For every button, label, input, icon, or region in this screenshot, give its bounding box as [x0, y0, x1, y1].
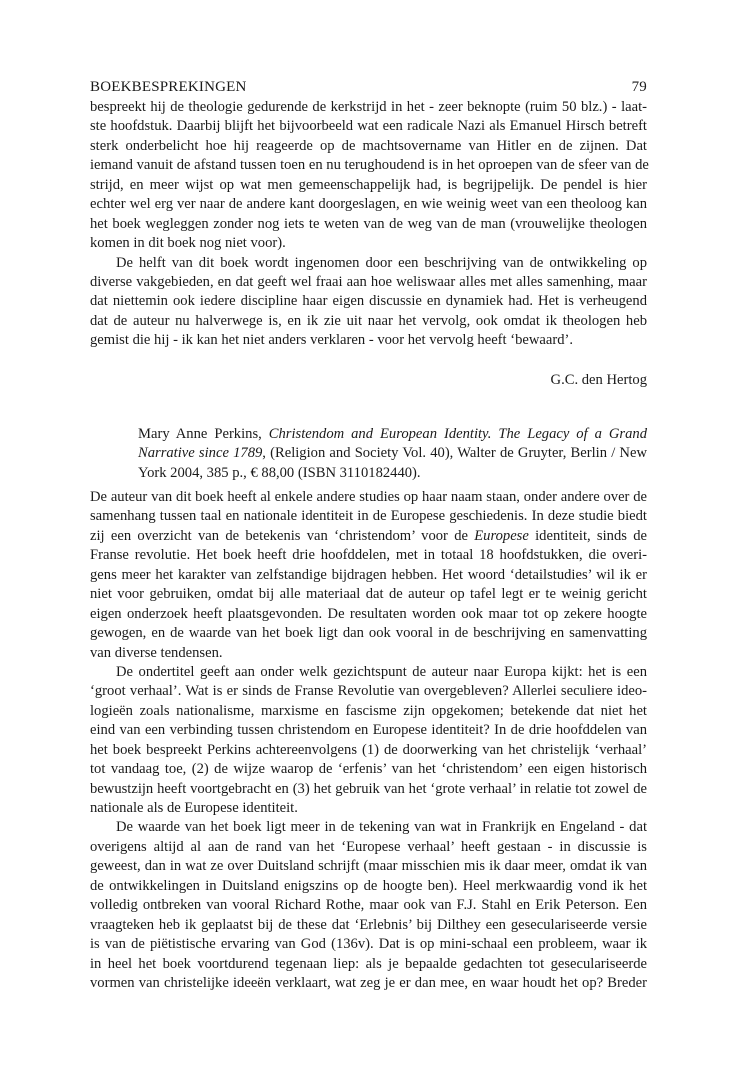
text-line: [138, 464, 647, 483]
review-signature: G.C. den Hertog: [550, 372, 647, 388]
text-line: De auteur van dit boek heeft al enkele andere studies op haar naam staan, onder andere over de: [90, 489, 647, 505]
book-citation: [138, 425, 647, 483]
text-line: De waarde van het boek ligt meer in de tekening van wat in Frankrijk en Engeland - dat: [116, 819, 647, 836]
text-line: de ontwikkelingen in Duitsland enigszins op de hoogte ben). Heel merkwaardig vond ik het: [90, 877, 647, 894]
text-line: ‘groot verhaal’. Wat is er sinds de Franse Revolutie van overgebleven? Allerlei seculiere ideo-: [90, 683, 647, 700]
text-line: gewogen, en de waarde van het boek ligt dan ook vooral in de beschrijving en samenvatting: [90, 625, 647, 642]
text-line: in heel het boek voortdurend tegenaan liep: als je bepaalde gedachten tot geseculariseerde: [90, 955, 647, 972]
text-line: dat niettemin ook iedere discipline haar eigen discussie en dynamiek had. Het is verheugend: [90, 293, 647, 310]
text-segment: , (Religion and Society Vol. 40), Walter de Gruyter, Berlin / New: [262, 445, 647, 462]
text-line: [138, 444, 647, 463]
text-line: volledig ontbreken van vooral Richard Rothe, maar ook van F.J. Stahl en Erik Peterson. Een: [90, 897, 647, 914]
text-line: logieën zoals nationalisme, marxisme en fascisme zijn opgekomen; betekende dat niet het: [90, 702, 647, 719]
text-line: vraagteken heb ik geplaatst bij de these dat ‘Erlebnis’ bij Dilthey een geseculariseerde versie: [90, 916, 647, 933]
text-segment: zij een overzicht van de betekenis van ‘christendom’ voor de: [90, 527, 475, 544]
text-line: het boek bespreekt Perkins achtereenvolgens (1) de doorwerking van het christelijk ‘verhaal’: [90, 741, 647, 758]
italic-text: Christendom and European Identity. The Legacy of a Grand: [268, 426, 647, 442]
text-line: echter wel erg ver naar de andere kant doorgeslagen, en wie weinig weet van een theoloog kan: [90, 196, 647, 213]
text-line: gens meer het karakter van zelfstandige bijdragen hebben. Het woord ‘detailstudies’ wil ik er: [90, 566, 647, 583]
text-line: [90, 527, 647, 546]
text-line: [138, 425, 647, 444]
text-line: niet voor gebruiken, omdat bij alle materiaal dat de auteur op tafel legt er te weinig gericht: [90, 586, 647, 603]
running-head: BOEKBESPREKINGEN: [90, 79, 247, 95]
text-line: gemist die hij - ik kan het niet anders verklaren - voor het vervolg heeft ‘bewaard’.: [90, 332, 574, 349]
text-line: komen in dit boek nog niet voor).: [90, 235, 286, 252]
text-line: bespreekt hij de theologie gedurende de kerkstrijd in het - zeer beknopte (ruim 50 blz.) - laat-: [90, 99, 647, 115]
text-segment: identiteit, sinds de: [528, 527, 647, 544]
text-segment: Mary Anne Perkins,: [138, 426, 269, 442]
text-line: Franse revolutie. Het boek heeft drie hoofddelen, met in totaal 18 hoofdstukken, die overi-: [90, 547, 647, 564]
review-1-body: [90, 98, 647, 351]
text-line: sterk onderbelicht hoe hij reageerde op de machtsovername van Hitler en de zijnen. Dat: [90, 137, 647, 154]
text-line: geweest, dan in wat ze over Duitsland schrijft (maar misschien mis ik daar meer, omdat ik van: [90, 858, 647, 875]
text-line: het boek wegleggen zonder nog iets te weten van de weg van de man (vrouwelijke theologen: [90, 215, 647, 232]
text-line: vormen van christelijke ideeën verklaart, wat zeg je er dan mee, en waar houdt het op? Breder: [90, 974, 647, 991]
italic-text: Europese: [474, 527, 529, 544]
text-line: De ondertitel geeft aan onder welk gezichtspunt de auteur naar Europa kijkt: het is een: [116, 663, 647, 680]
text-segment: York 2004, 385 p., € 88,00 (ISBN 3110182440).: [138, 464, 421, 481]
text-line: overigens altijd al aan de rand van het ‘Europese verhaal’ heeft gestaan - in discussie is: [90, 838, 647, 855]
text-line: tot vandaag toe, (2) de wijze waarop de ‘erfenis’ van het ‘christendom’ een eigen historisch: [90, 761, 647, 778]
text-line: De helft van dit boek wordt ingenomen door een beschrijving van de ontwikkeling op: [116, 254, 647, 271]
text-line: ste hoofdstuk. Daarbij blijft het bijvoorbeeld wat een radicale Nazi als Emanuel Hirsch betreft: [90, 118, 647, 135]
review-2-body: [90, 488, 647, 993]
page-number: 79: [631, 79, 647, 95]
text-line: dat de auteur nu halverwege is, en ik zie uit naar het vervolg, ook omdat ik theologen heb: [90, 312, 647, 329]
italic-text: Narrative since 1789: [138, 445, 263, 462]
text-line: diverse vakgebieden, en dat geeft wel fraai aan hoe weliswaar alles met alles samenhing, maar: [90, 273, 647, 290]
text-line: eigen onderzoek heeft plaatsgevonden. De resultaten worden ook maar tot op zekere hoogte: [90, 605, 647, 622]
text-line: samenhang tussen taal en nationale identiteit in de Europese geschiedenis. In deze studie biedt: [90, 508, 647, 525]
text-line: van diverse tendensen.: [90, 644, 223, 661]
text-line: eind van een verbinding tussen christendom en Europese identiteit? In de drie hoofddelen van: [90, 722, 647, 739]
text-line: strijd, en meer wijst op wat men gemeenschappelijk had, is begrijpelijk. De pendel is hier: [90, 176, 647, 193]
text-line: bewustzijn heeft voortgebracht en (3) het gebruik van het ‘grote verhaal’ in relatie tot zowel de: [90, 780, 647, 797]
text-line: is van de piëtistische ervaring van God (136v). Dat is op mini-schaal een probleem, waar ik: [90, 936, 647, 953]
review-1-signature-wrap: [90, 371, 647, 390]
text-line: iemand vanuit de afstand tussen toen en nu terughoudend is in het oproepen van de sfeer van de: [90, 157, 649, 174]
text-line: nationale als de Europese identiteit.: [90, 800, 298, 816]
